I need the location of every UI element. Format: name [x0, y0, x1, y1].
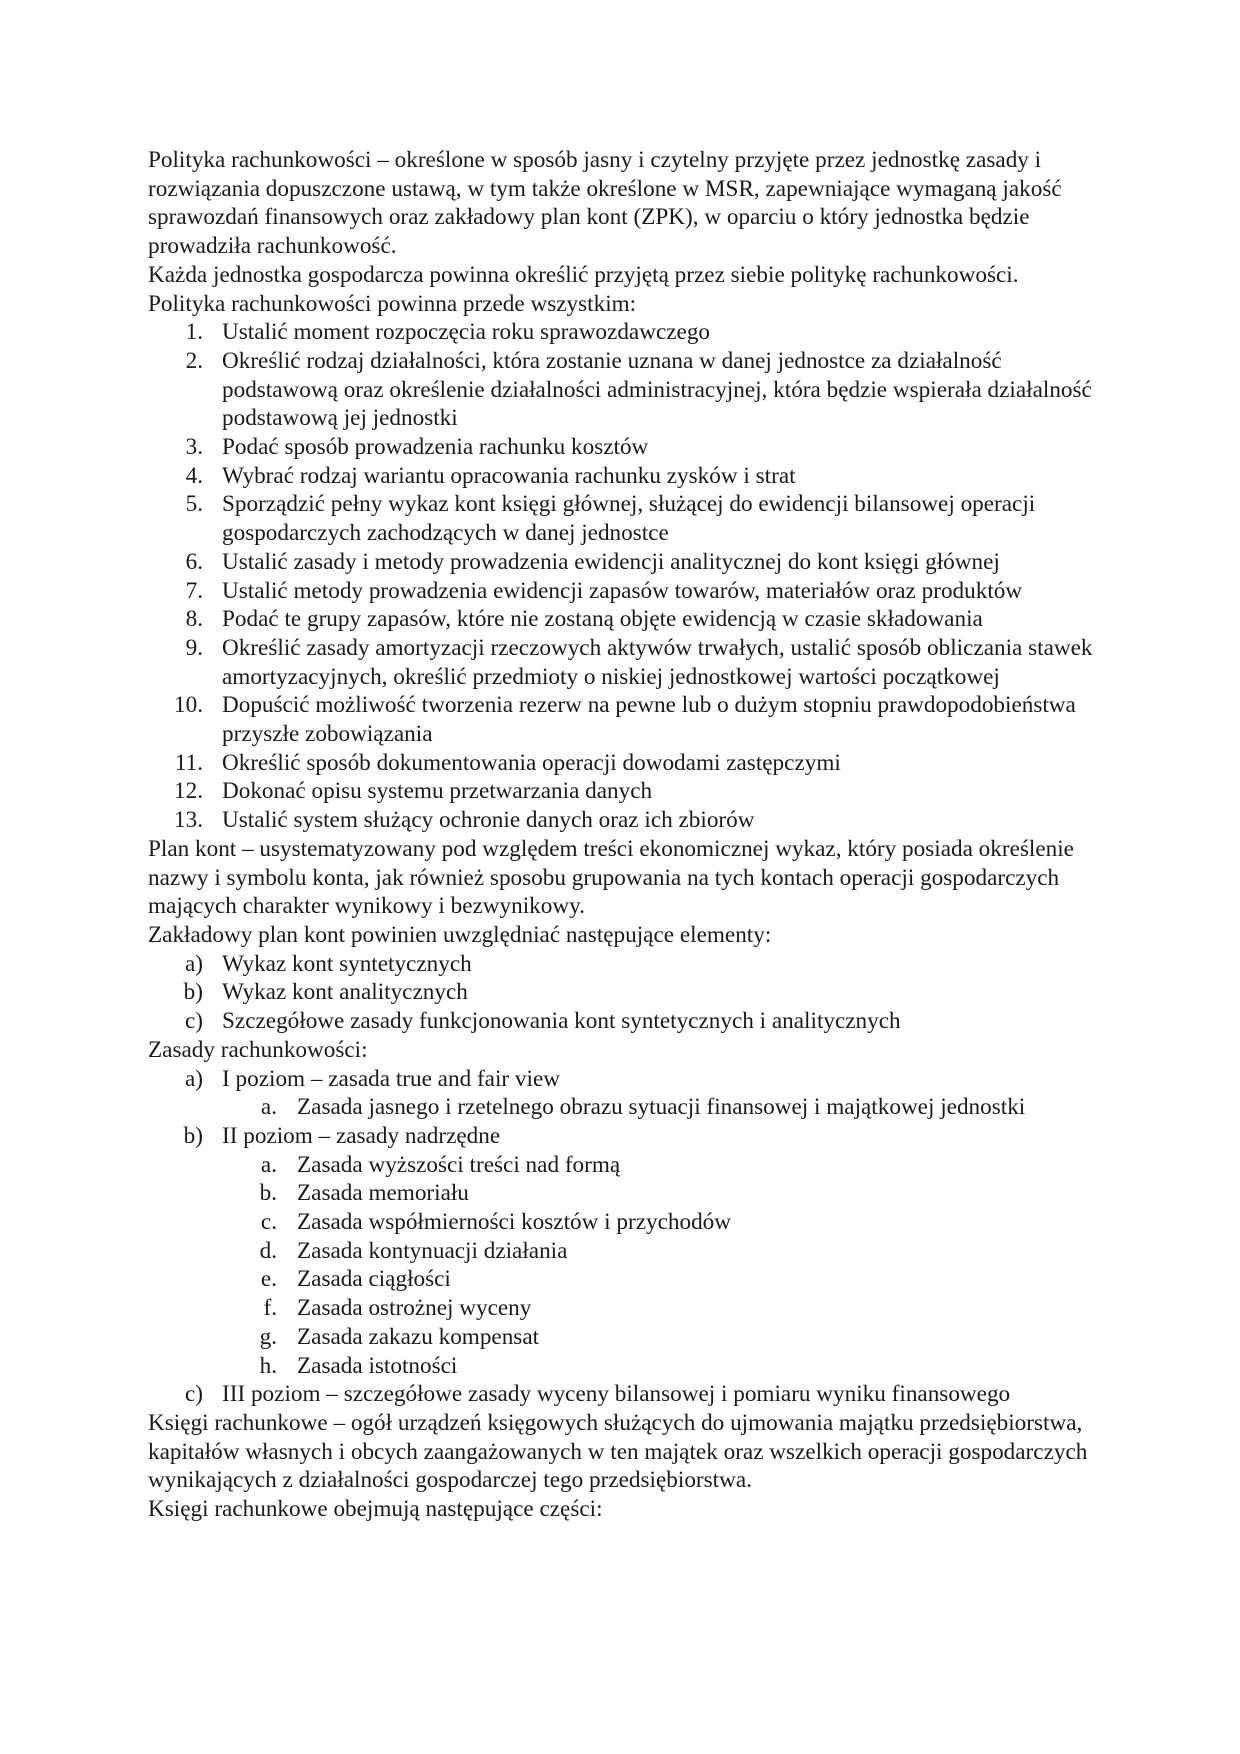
sub-list-item	[148, 1323, 1103, 1352]
policy-requirement: Każda jednostka gospodarcza powinna określić przyjętą przez siebie politykę rachunkowości.	[148, 261, 1019, 288]
list-marker: a)	[184, 1065, 203, 1092]
sub-list-item	[148, 1294, 1103, 1323]
sub-list-item	[148, 1151, 1103, 1180]
list-marker: f.	[263, 1295, 277, 1322]
list-item	[148, 1007, 1103, 1036]
list-item-text: Wykaz kont analitycznych	[222, 979, 468, 1006]
list-item	[148, 433, 1103, 462]
list-item-text: Szczegółowe zasady funkcjonowania kont syntetycznych i analitycznych	[222, 1008, 901, 1035]
list-item	[148, 1065, 1103, 1094]
list-item	[148, 634, 1103, 691]
list-item-text: Zasada zakazu kompensat	[297, 1323, 540, 1350]
list-item-text: Dopuścić możliwość tworzenia rezerw na pewne lub o dużym stopniu prawdopodobieństwa przyszłe zobowiązania	[222, 692, 1076, 748]
list-item	[148, 749, 1103, 778]
list-marker: a.	[260, 1094, 277, 1121]
sub-list-item	[148, 1265, 1103, 1294]
list-item	[148, 577, 1103, 606]
list-marker: c)	[184, 1381, 203, 1408]
list-marker: 7.	[185, 577, 203, 604]
ksiegi-definition: Księgi rachunkowe – ogół urządzeń księgowych służących do ujmowania majątku przedsiębiorstwa, kapitałów własnych i obcych zaangażowanych w ten majątek oraz wszelkich operacji gospodarczych wynikających z działalności gospodarczej tego przedsiębiorstwa.	[148, 1409, 1088, 1494]
list-item	[148, 978, 1103, 1007]
document-page	[148, 146, 1103, 1524]
list-item-text: Zasada ciągłości	[297, 1266, 451, 1293]
ksiegi-parts-intro: Księgi rachunkowe obejmują następujące części:	[148, 1496, 603, 1523]
list-marker: 8.	[185, 606, 203, 633]
list-marker: g.	[259, 1323, 277, 1350]
list-marker: 1.	[185, 319, 203, 346]
list-marker: d.	[259, 1237, 277, 1264]
list-item-text: Zasada memoriału	[297, 1180, 469, 1207]
list-item-text: Zasada współmierności kosztów i przychodów	[297, 1209, 732, 1236]
list-item	[148, 318, 1103, 347]
sub-list-item	[148, 1237, 1103, 1266]
list-marker: e.	[260, 1266, 277, 1293]
list-item-text: Określić zasady amortyzacji rzeczowych aktywów trwałych, ustalić sposób obliczania stawek amortyzacyjnych, określić przedmioty o niskiej jednostkowej wartości początkowej	[222, 634, 1093, 690]
policy-list-intro: Polityka rachunkowości powinna przede wszystkim:	[148, 290, 637, 317]
list-item-text: Zasada kontynuacji działania	[297, 1237, 568, 1264]
list-item-text: Ustalić metody prowadzenia ewidencji zapasów towarów, materiałów oraz produktów	[222, 577, 1023, 604]
sub-list-item	[148, 1179, 1103, 1208]
zasady-heading: Zasady rachunkowości:	[148, 1036, 368, 1063]
list-item-text: Wykaz kont syntetycznych	[222, 950, 472, 977]
list-item-text: Ustalić system służący ochronie danych oraz ich zbiorów	[222, 807, 755, 834]
list-item	[148, 1122, 1103, 1151]
list-marker: 3.	[185, 434, 203, 461]
policy-list	[148, 318, 1103, 835]
list-item	[148, 548, 1103, 577]
plan-definition: Plan kont – usystematyzowany pod względem treści ekonomicznej wykaz, który posiada określenie nazwy i symbolu konta, jak również sposobu grupowania na tych kontach operacji gospodarczych mających charakter wynikowy i bezwynikowy.	[148, 835, 1074, 920]
list-item-text: Podać sposób prowadzenia rachunku kosztów	[222, 434, 649, 461]
list-item	[148, 806, 1103, 835]
list-marker: 10.	[174, 692, 203, 719]
list-item	[148, 950, 1103, 979]
list-marker: c.	[260, 1209, 277, 1236]
list-marker: a.	[260, 1151, 277, 1178]
list-marker: h.	[259, 1352, 277, 1379]
plan-elements-intro: Zakładowy plan kont powinien uwzględniać następujące elementy:	[148, 921, 772, 948]
list-item-text: Określić rodzaj działalności, która zostanie uznana w danej jednostce za działalność podstawową oraz określenie działalności administracyjnej, która będzie wspierała działalność podstawową jej jednostki	[222, 347, 1092, 432]
list-item	[148, 347, 1103, 433]
list-marker: 11.	[174, 749, 203, 776]
list-item-text: I poziom – zasada true and fair view	[222, 1065, 561, 1092]
sub-list-item	[148, 1352, 1103, 1381]
list-item	[148, 691, 1103, 748]
list-item-text: Zasada istotności	[297, 1352, 458, 1379]
list-item-text: Wybrać rodzaj wariantu opracowania rachunku zysków i strat	[222, 462, 796, 489]
list-marker: 12.	[174, 778, 203, 805]
list-item-text: II poziom – zasady nadrzędne	[222, 1122, 501, 1149]
list-item	[148, 1380, 1103, 1409]
plan-list	[148, 950, 1103, 1036]
list-marker: b.	[259, 1180, 277, 1207]
list-marker: c)	[184, 1008, 203, 1035]
list-item	[148, 777, 1103, 806]
list-item-text: III poziom – szczegółowe zasady wyceny bilansowej i pomiaru wyniku finansowego	[222, 1381, 1011, 1408]
list-item	[148, 462, 1103, 491]
list-item-text: Zasada jasnego i rzetelnego obrazu sytuacji finansowej i majątkowej jednostki	[297, 1094, 1026, 1121]
zasady-list	[148, 1065, 1103, 1409]
sub-list-item	[148, 1208, 1103, 1237]
list-marker: 13.	[174, 807, 203, 834]
list-marker: a)	[184, 950, 203, 977]
list-item-text: Zasada wyższości treści nad formą	[297, 1151, 621, 1178]
list-marker: 5.	[185, 491, 203, 518]
list-item-text: Zasada ostrożnej wyceny	[297, 1295, 532, 1322]
list-item-text: Ustalić moment rozpoczęcia roku sprawozdawczego	[222, 319, 711, 346]
list-marker: 6.	[185, 548, 203, 575]
policy-definition: Polityka rachunkowości – określone w sposób jasny i czytelny przyjęte przez jednostkę zasady i rozwiązania dopuszczone ustawą, w tym także określone w MSR, zapewniające wymaganą jakość sprawozdań finansowych oraz zakładowy plan kont (ZPK), w oparciu o który jednostka będzie prowadziła rachunkowość.	[148, 147, 1062, 260]
list-item	[148, 605, 1103, 634]
list-item-text: Dokonać opisu systemu przetwarzania danych	[222, 778, 653, 805]
sub-list-item	[148, 1093, 1103, 1122]
list-marker: b)	[183, 979, 203, 1006]
list-marker: b)	[183, 1122, 203, 1149]
list-item	[148, 490, 1103, 547]
list-item-text: Podać te grupy zapasów, które nie zostaną objęte ewidencją w czasie składowania	[222, 606, 983, 633]
list-marker: 2.	[185, 347, 203, 374]
list-item-text: Ustalić zasady i metody prowadzenia ewidencji analitycznej do kont księgi głównej	[222, 548, 1000, 575]
list-item-text: Określić sposób dokumentowania operacji dowodami zastępczymi	[222, 749, 841, 776]
list-marker: 9.	[185, 634, 203, 661]
list-marker: 4.	[185, 462, 203, 489]
list-item-text: Sporządzić pełny wykaz kont księgi głównej, służącej do ewidencji bilansowej operacji gospodarczych zachodzących w danej jednostce	[222, 491, 1036, 547]
